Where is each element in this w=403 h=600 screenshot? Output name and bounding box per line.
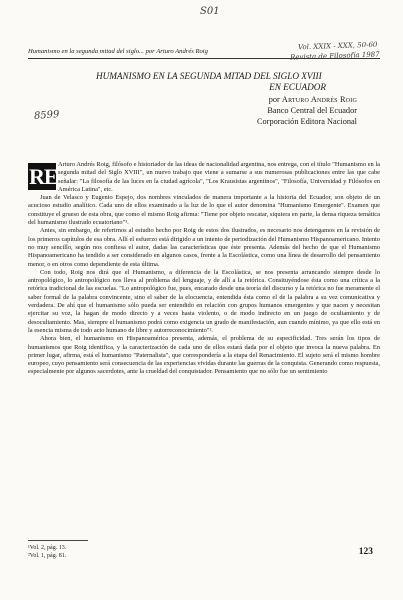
title-line-2: EN ECUADOR bbox=[269, 82, 326, 92]
author-name: Arturo Andrés Roig bbox=[281, 95, 357, 104]
paragraph-1: Arturo Andrés Roig, filósofo e historiador de las ideas de nacionalidad argentina, nos entrega, con el título "Humanismo en la segunda mitad del Siglo XVIII", un nuevo trabajo que viene a sumarse a sus numerosas publicaciones entre las que cabe señalar: "La filosofía de las luces en la ciudad agrícola", "Los Krausistas argentinos", "Filosofía, Universidad y Filósofos en América Latina", etc. bbox=[58, 161, 380, 193]
drop-cap-space bbox=[28, 161, 58, 187]
publisher-1: Banco Central del Ecuador bbox=[267, 106, 357, 115]
article-body bbox=[28, 161, 380, 377]
paragraph-5: Ahora bien, el humanismo en Hispanoamérica presenta, además, el problema de su especificidad. Tres serán los tipos de humanismos que Roig identifica, y la caracterización de cada uno de ellos estará dada por el objeto que invoca la nueva palabra. En primer lugar, afirma, está el humanismo "Paternalista", que correspondería a la etapa del Renacimiento. El sujeto será el mismo hombre europeo, cuyo pensamiento será consecuencia de las experiencias vividas durante las guerras de la conquista. Generando como respuesta, especialmente por algunos sacerdotes, ante la crueldad del conquistador. Pensamiento que no sólo fue un sentimiento bbox=[28, 335, 380, 376]
handwritten-volume-note: Vol. XXIX - XXX, 50-60 bbox=[297, 40, 378, 52]
handwritten-journal-note: Revista de Filosofía 1987 bbox=[289, 50, 380, 62]
handwritten-code: S01 bbox=[200, 6, 220, 17]
title-line-1: HUMANISMO EN LA SEGUNDA MITAD DEL SIGLO XVIII bbox=[96, 71, 322, 81]
author-prefix: por bbox=[268, 95, 280, 104]
author-line bbox=[157, 94, 357, 105]
paragraph-3: Antes, sin embargo, de referirnos al estudio hecho por Roig de estos dos ilustrados, es necesario nos detengamos en la revisión de los primeros capítulos de esa obra. Allí el esfuerzo está dirigido a un intento de periodización del Humanismo Hispanoamericano. Intento no muy sencillo, según nos confiesa el autor, dadas las características que éste presenta. Además del hecho de que el Humanismo Hispanoamericano ha tendido a ser considerado en algunos casos, frente a la Escolástica, como una línea de desarrollo del pensamiento menor, o en otros como dependiente de esta última. bbox=[28, 227, 380, 268]
article-title bbox=[96, 71, 356, 93]
header-rule bbox=[28, 58, 380, 59]
footnote-2: ²Vol. 1, pág. 81. bbox=[28, 553, 67, 559]
page-number: 123 bbox=[358, 547, 373, 557]
paragraph-4: Con todo, Roig nos dirá que el Humanismo, a diferencia de la Escolástica, se nos presenta arrancando siempre desde lo antropológico, lo antropológico nos lleva al problema del lenguaje, y de allí a la retórica. Consituyéndose ésta como una crítica a la retórica tradicional de las escuelas. "Lo antropológico fue, pues, encarado desde una teoría del discurso y la retórica no fue meramente el saber formal de la palabra convincente, sino el saber de la elocuencia, entendida ésta como el de la palabra a su vez comunicativa y verdadera. De ahí que el humanismo sólo pueda ser entendido en relación con grupos humanos emergentes y que nacen y necesitan ejercitar su voz, la hagan de modo directo y a veces hasta violento, o de modo indirecto en un juego de ocultamiento y de desocultamiento. Mas, siempre el humanismo podrá como exigencia un grado de manifestación, aun cuando mínimo, ya que ello está en la esencia misma de todo acto humano de libre y autorreconocimiento"². bbox=[28, 268, 380, 334]
running-header: Humanismo en la segunda mitad del siglo... por Arturo Andrés Roig bbox=[28, 48, 208, 55]
drop-cap: RE bbox=[29, 164, 58, 189]
publisher-2: Corporación Editora Nacional bbox=[257, 117, 357, 126]
footnote-1: ¹Vol. 2, pág. 13. bbox=[28, 545, 67, 551]
paragraph-2: Juan de Velasco y Eugenio Espejo, dos nombres vinculados de manera importante a la historia del Ecuador, son objeto de un acucioso estudio analítico. Cada uno de ellos examinado a la luz de lo que el autor denomina "Humanismo Emergente". Examen que constituye el grueso de esta obra, que como el mismo Roig afirma: "Tiene por objeto rescatar, siquiera en parte, la densa riqueza temática del humanismo ilustrado ecuatoriano"¹. bbox=[28, 194, 380, 227]
byline bbox=[157, 94, 357, 127]
footnotes bbox=[28, 544, 66, 560]
handwritten-number: 8599 bbox=[33, 109, 60, 122]
footnote-rule bbox=[28, 540, 88, 541]
